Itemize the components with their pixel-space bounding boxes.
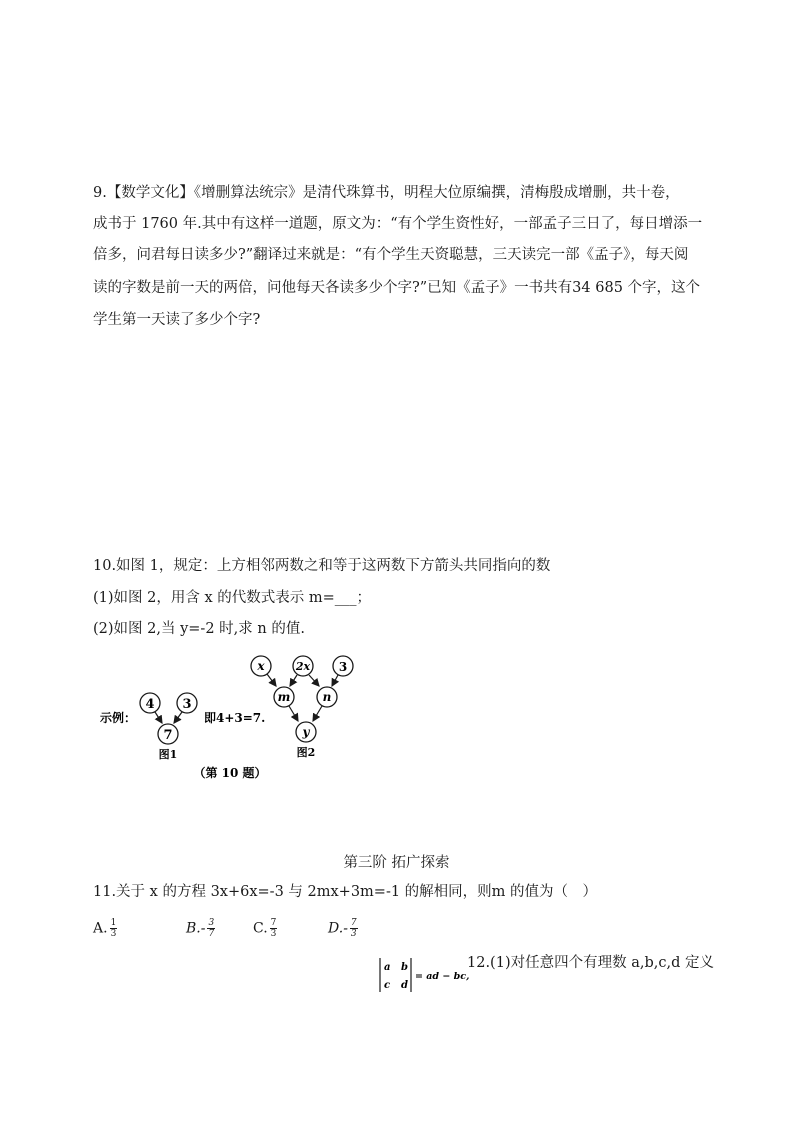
det-b: b [401, 962, 408, 973]
example-label: 示例： [100, 711, 137, 725]
fig1-arrow-right [174, 712, 182, 723]
option-a-frac [110, 918, 118, 939]
det-d: d [401, 980, 408, 991]
option-d-frac [350, 918, 358, 939]
fig2-arrow-n-y [313, 706, 322, 721]
option-b-label: B. [186, 920, 201, 937]
fig2-arrow-m-y [289, 706, 298, 721]
option-b-sign: - [200, 920, 206, 937]
q9-line-4: 读的字数是前一天的两倍，问他每天各读多少个字?”已知《孟子》一书共有34 685 个字，这个 [93, 280, 701, 296]
fig2-node-y-label: y [302, 725, 310, 739]
fig2-arrow-3-n [332, 675, 338, 686]
fig2-node-x-label: x [257, 659, 265, 673]
example-equation: 即4+3=7. [204, 711, 266, 725]
q12-determinant [376, 956, 471, 994]
q9-line-2: 成书于 1760 年.其中有这样一道题，原文为：“有个学生资性好，一部孟子三日了，每日增添一 [93, 216, 703, 232]
fig1 [140, 693, 197, 761]
q11-option-b[interactable] [186, 918, 215, 939]
option-a-num: 1 [110, 918, 117, 928]
fig1-node-bottom-label: 7 [163, 728, 173, 743]
fig1-node-top-left-label: 4 [145, 697, 155, 712]
fig2-arrow-2x-n [309, 675, 319, 686]
q10-line-1: 10.如图 1，规定：上方相邻两数之和等于这两数下方箭头共同指向的数 [93, 558, 551, 574]
fig2-caption: 图2 [296, 746, 316, 759]
option-c-frac [270, 918, 278, 939]
option-c-label: C. [253, 920, 268, 937]
option-d-sign: - [343, 920, 348, 937]
det-c: c [384, 980, 391, 991]
fig1-caption: 图1 [158, 748, 178, 761]
det-rhs: = ad − bc, [415, 971, 470, 982]
q11-option-a[interactable] [93, 918, 117, 939]
option-c-num: 7 [270, 918, 277, 928]
fig1-arrow-left [155, 712, 162, 723]
q11-option-c[interactable] [253, 918, 277, 939]
q10-line-2: (1)如图 2，用含 x 的代数式表示 m=___； [93, 590, 372, 606]
option-d-num: 7 [350, 918, 357, 928]
option-b-num: 3 [208, 918, 215, 928]
fig2-node-m-label: m [277, 690, 291, 704]
q9-line-1: 9.【数学文化】《增删算法统宗》是清代珠算书，明程大位原编撰，清梅殷成增删，共十卷， [93, 185, 680, 201]
q9-line-3: 倍多，问君每日读多少?”翻译过来就是：“有个学生天资聪慧，三天读完一部《孟子》，每天阅 [93, 247, 689, 263]
fig1-node-top-right-label: 3 [182, 697, 192, 712]
fig2-arrow-x-m [267, 674, 276, 686]
option-a-den: 3 [110, 929, 117, 939]
option-b-frac [207, 918, 215, 939]
det-a: a [384, 962, 391, 973]
option-a-label: A. [93, 920, 108, 937]
q11-text: 11.关于 x 的方程 3x+6x=-3 与 2mx+3m=-1 的解相同，则m 的值为（ ） [93, 884, 598, 900]
option-b-den: 7 [208, 929, 215, 939]
fig2-node-3-label: 3 [338, 660, 348, 674]
q10-figure [90, 650, 380, 790]
fig2-node-2x-label: 2x [295, 660, 311, 673]
q11-option-d[interactable] [328, 918, 358, 939]
figure-caption: （第 10 题） [193, 766, 267, 780]
fig2-node-n-label: n [322, 690, 332, 704]
fig2 [251, 656, 353, 759]
q12-text: 12.(1)对任意四个有理数 a,b,c,d 定义 [467, 955, 714, 971]
q9-line-5: 学生第一天读了多少个字? [93, 312, 261, 328]
option-d-den: 3 [350, 929, 357, 939]
q10-line-3: (2)如图 2,当 y=-2 时,求 n 的值. [93, 621, 305, 637]
option-c-den: 3 [270, 929, 277, 939]
section-title: 第三阶 拓广探索 [343, 855, 450, 871]
fig2-arrow-2x-m [290, 675, 297, 686]
option-d-label: D. [328, 920, 344, 937]
